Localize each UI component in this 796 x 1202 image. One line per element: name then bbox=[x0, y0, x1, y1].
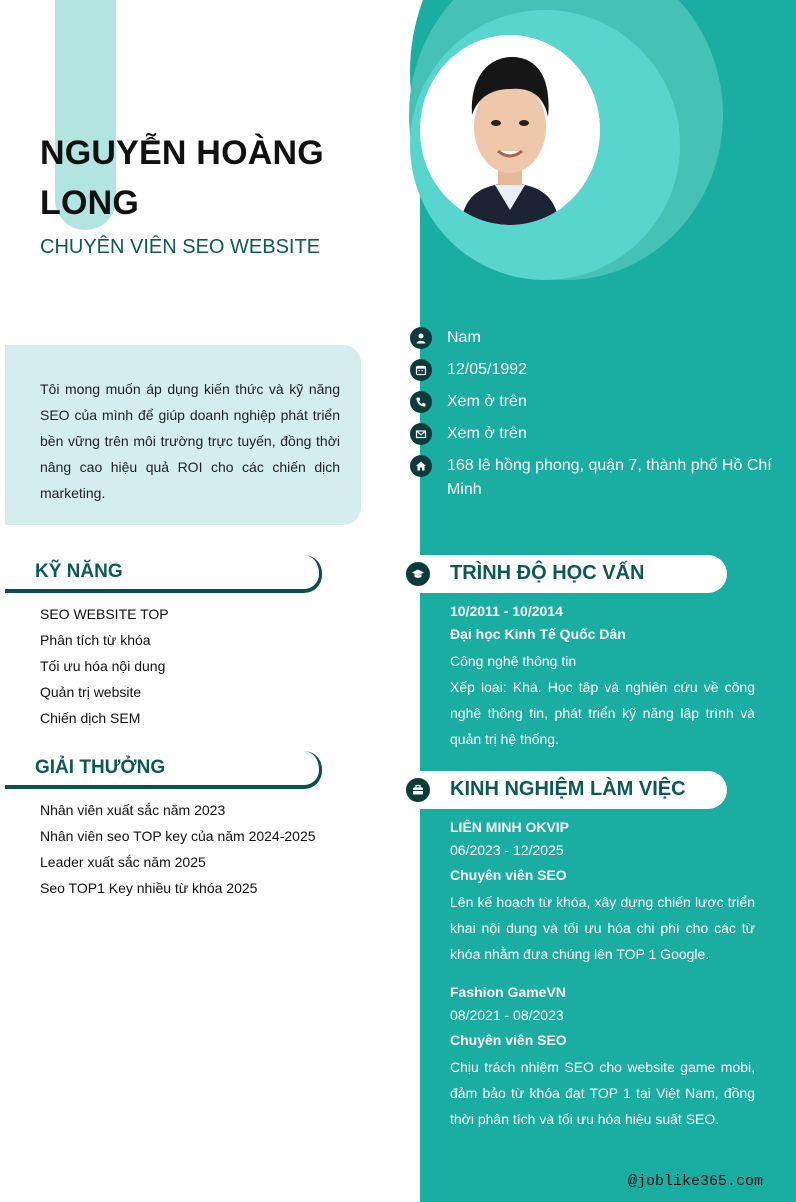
experience-heading-box bbox=[420, 771, 727, 809]
contact-phone bbox=[410, 390, 780, 414]
skills-heading-box bbox=[5, 555, 322, 592]
list-item: Quản trị website bbox=[40, 684, 142, 700]
job-period: 08/2021 - 08/2023 bbox=[450, 1007, 564, 1023]
experience-heading: KINH NGHIỆM LÀM VIỆC bbox=[450, 778, 686, 800]
person-icon bbox=[410, 327, 432, 349]
awards-heading-box bbox=[5, 751, 322, 788]
education-heading: TRÌNH ĐỘ HỌC VẤN bbox=[450, 562, 645, 584]
list-item: Phân tích từ khóa bbox=[40, 632, 151, 648]
list-item: SEO WEBSITE TOP bbox=[40, 606, 169, 622]
job-role: Chuyên viên SEO bbox=[450, 1032, 567, 1048]
mail-icon bbox=[410, 423, 432, 445]
job-title: CHUYÊN VIÊN SEO WEBSITE bbox=[40, 236, 321, 258]
job-description: Chịu trách nhiệm SEO cho website game mobi, đảm bảo từ khóa đạt TOP 1 tại Việt Nam, đồng thời phân tích và tối ưu hóa hiệu suất SEO. bbox=[450, 1059, 755, 1127]
contact-address bbox=[410, 454, 780, 502]
contact-email bbox=[410, 422, 780, 446]
contact-text: Nam bbox=[447, 329, 481, 346]
contact-gender bbox=[410, 326, 780, 350]
list-item: Leader xuất sắc năm 2025 bbox=[40, 854, 206, 870]
list-item: Chiến dịch SEM bbox=[40, 710, 141, 726]
home-icon bbox=[410, 455, 432, 477]
contact-text: Xem ở trên bbox=[447, 425, 527, 442]
awards-heading: GIẢI THƯỞNG bbox=[35, 757, 166, 778]
list-item: Nhân viên seo TOP key của năm 2024-2025 bbox=[40, 828, 316, 844]
list-item: Seo TOP1 Key nhiều từ khóa 2025 bbox=[40, 880, 258, 896]
contact-birthday bbox=[410, 358, 780, 382]
briefcase-icon bbox=[406, 778, 430, 802]
list-item: Nhân viên xuất sắc năm 2023 bbox=[40, 802, 226, 818]
job-role: Chuyên viên SEO bbox=[450, 867, 567, 883]
job-block bbox=[450, 816, 755, 967]
skills-list bbox=[40, 601, 169, 731]
footer-watermark: @joblike365.com bbox=[628, 1173, 764, 1190]
education-major: Công nghệ thông tin bbox=[450, 653, 577, 669]
edge-strip bbox=[790, 0, 796, 1202]
graduation-cap-icon bbox=[406, 562, 430, 586]
job-company: LIÊN MINH OKVIP bbox=[450, 819, 570, 835]
education-heading-box bbox=[420, 555, 727, 593]
job-block bbox=[450, 981, 755, 1132]
skills-heading: KỸ NĂNG bbox=[35, 561, 123, 582]
education-block bbox=[450, 600, 755, 752]
full-name: NGUYỄN HOÀNG LONG bbox=[40, 134, 324, 222]
phone-icon bbox=[410, 391, 432, 413]
summary-text: Tôi mong muốn áp dụng kiến thức và kỹ năng SEO của mình để giúp doanh nghiệp phát triển bền vững trên môi trường trực tuyến, đồng thời nâng cao hiệu quả ROI cho các chiến dịch marketing. bbox=[40, 381, 340, 501]
calendar-icon bbox=[410, 359, 432, 381]
job-company: Fashion GameVN bbox=[450, 984, 566, 1000]
contact-text: 168 lê hồng phong, quận 7, thành phố Hồ Chí Minh bbox=[447, 457, 772, 498]
job-description: Lên kế hoạch từ khóa, xây dựng chiến lược triển khai nội dung và tối ưu hóa chi phí cho các từ khóa nhằm đưa chúng lên TOP 1 Google. bbox=[450, 894, 755, 962]
education-period: 10/2011 - 10/2014 bbox=[450, 603, 563, 619]
education-description: Xếp loại: Khá. Học tập và nghiên cứu về công nghệ thông tin, phát triển kỹ năng lập trình và quản trị hệ thống. bbox=[450, 679, 755, 747]
list-item: Tối ưu hóa nội dung bbox=[40, 658, 166, 674]
portrait-photo bbox=[420, 35, 600, 225]
job-period: 06/2023 - 12/2025 bbox=[450, 842, 564, 858]
contact-list bbox=[410, 326, 780, 510]
education-school: Đại học Kinh Tế Quốc Dân bbox=[450, 626, 626, 642]
awards-list bbox=[40, 797, 316, 901]
contact-text: Xem ở trên bbox=[447, 393, 527, 410]
avatar bbox=[420, 35, 600, 225]
contact-text: 12/05/1992 bbox=[447, 361, 528, 378]
